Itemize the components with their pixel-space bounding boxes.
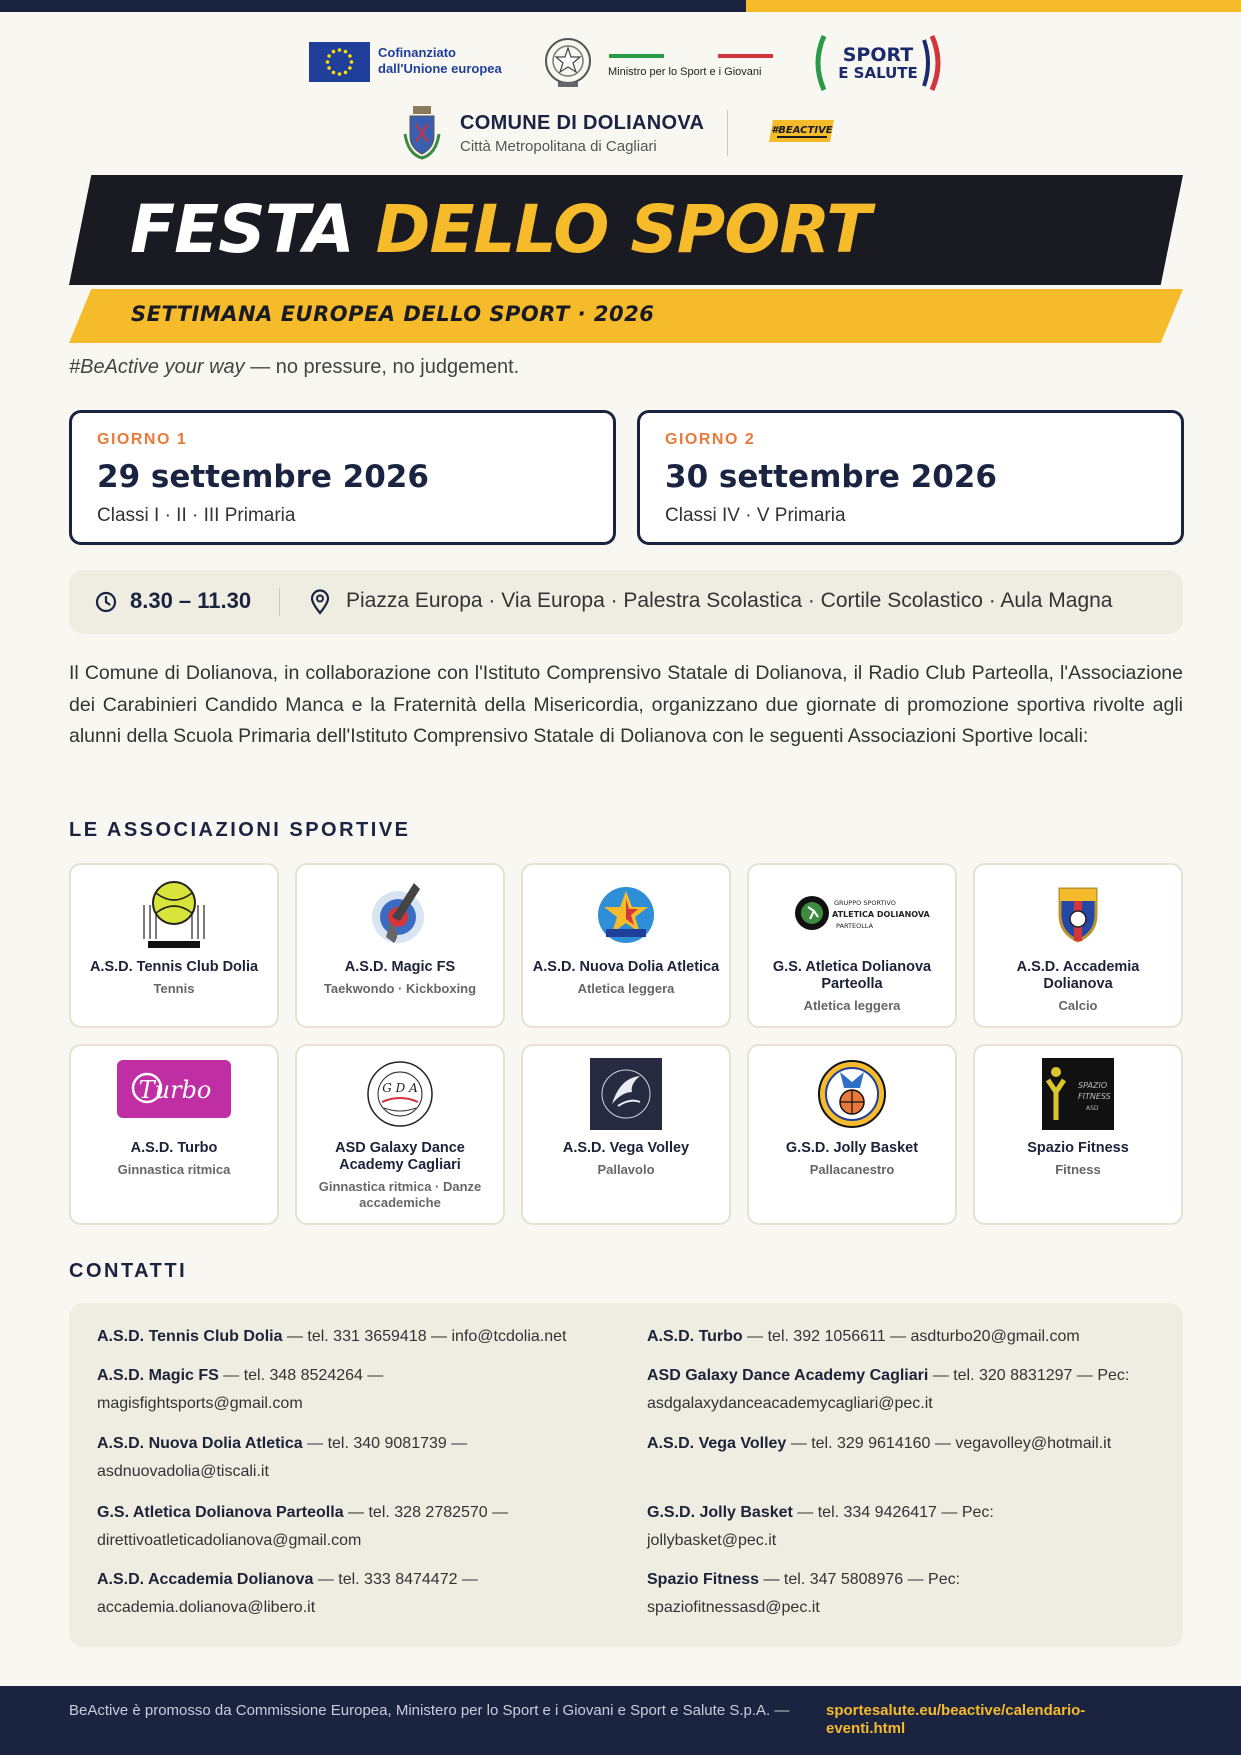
page-title: [130, 190, 870, 270]
association-name: [305, 959, 495, 997]
contact-details: — tel. 329 9614160 — vegavolley@hotmail.it: [786, 1435, 1112, 1452]
fitness-figure-icon: [1042, 1058, 1114, 1135]
contact-entry: [97, 1430, 537, 1486]
association-name: [531, 1140, 721, 1178]
association-card: [973, 1044, 1183, 1225]
association-sport: Fitness: [1055, 1162, 1101, 1177]
contact-details: — tel. 328 2782570 — direttivoatleticadolianova@gmail.com: [97, 1504, 509, 1549]
contact-entry: [97, 1566, 537, 1622]
contact-name: G.S.D. Jolly Basket: [647, 1504, 793, 1521]
football-shield-icon: [1042, 877, 1114, 954]
page-subtitle: SETTIMANA EUROPEA DELLO SPORT · 2026: [131, 302, 655, 326]
contact-name: Spazio Fitness: [647, 1571, 760, 1588]
comune-name: COMUNE DI DOLIANOVA: [460, 112, 705, 134]
association-card: [747, 1044, 957, 1225]
association-card: [747, 863, 957, 1028]
contact-details: — tel. 334 9426417 — Pec: jollybasket@pec.it: [647, 1504, 994, 1549]
association-sport: Ginnastica ritmica · Danze accademiche: [318, 1179, 482, 1210]
day-label: GIORNO 1: [97, 431, 188, 448]
svg-text:SPAZIO: SPAZIO: [1078, 1081, 1108, 1090]
comune-crest-icon: [402, 104, 442, 160]
event-time: 8.30 – 11.30: [130, 588, 252, 613]
contact-name: A.S.D. Vega Volley: [647, 1435, 787, 1452]
contact-entry: [97, 1499, 557, 1555]
association-name: [757, 959, 947, 1014]
association-name: [757, 1140, 947, 1178]
runner-badge-icon: [794, 877, 930, 954]
association-sport: Pallavolo: [597, 1162, 655, 1177]
association-card: [521, 863, 731, 1028]
beactive-badge: [769, 118, 834, 144]
day-card-1: [69, 410, 616, 545]
footer-credits: BeActive è promosso da Commissione Europea, Ministero per lo Sport e i Giovani e Sport e Salute S.p.A. —: [69, 1702, 790, 1719]
svg-text:FITNESS: FITNESS: [1078, 1092, 1111, 1101]
info-divider: [279, 588, 280, 616]
day-date: 29 settembre 2026: [97, 459, 429, 495]
contact-entry: [647, 1430, 1167, 1458]
contact-name: A.S.D. Nuova Dolia Atletica: [97, 1435, 303, 1452]
contact-name: A.S.D. Tennis Club Dolia: [97, 1328, 283, 1345]
title-white: FESTA: [130, 191, 376, 268]
contact-details: — tel. 392 1056611 — asdturbo20@gmail.com: [742, 1328, 1080, 1345]
sport-salute-line1: SPORT: [842, 44, 914, 66]
association-title: A.S.D. Magic FS: [344, 959, 456, 975]
association-sport: Atletica leggera: [577, 981, 675, 996]
association-sport: Pallacanestro: [809, 1162, 895, 1177]
day-date: 30 settembre 2026: [665, 459, 997, 495]
association-title: A.S.D. Vega Volley: [562, 1140, 690, 1156]
associations-heading: LE ASSOCIAZIONI SPORTIVE: [69, 819, 411, 841]
athletics-star-icon: [590, 877, 662, 954]
basketball-jolly-icon: [816, 1058, 888, 1135]
tagline-hashtag: #BeActive your way: [69, 356, 245, 378]
association-sport: Calcio: [1058, 998, 1098, 1013]
svg-text:G D A: G D A: [382, 1081, 418, 1095]
association-title: ASD Galaxy Dance Academy Cagliari: [335, 1140, 465, 1173]
day-classes: Classi IV · V Primaria: [665, 505, 846, 526]
contact-details: — tel. 347 5808976 — Pec: spaziofitnessasd@pec.it: [647, 1571, 961, 1616]
comune-subtitle: Città Metropolitana di Cagliari: [460, 138, 657, 155]
svg-text:GRUPPO SPORTIVO: GRUPPO SPORTIVO: [834, 899, 896, 907]
association-name: [983, 959, 1173, 1014]
footer-link[interactable]: sportesalute.eu/beactive/calendario-eventi.html: [826, 1702, 1086, 1737]
tennis-ball-icon: [136, 877, 212, 954]
association-card: [69, 1044, 279, 1225]
association-sport: Taekwondo · Kickboxing: [323, 981, 477, 996]
italian-flag-lines: [609, 54, 773, 58]
association-title: G.S. Atletica Dolianova Parteolla: [772, 959, 932, 992]
eu-line-2: dall'Unione europea: [378, 61, 502, 76]
contact-name: A.S.D. Turbo: [647, 1328, 743, 1345]
contacts-panel: [69, 1303, 1183, 1647]
association-sport: Tennis: [153, 981, 195, 996]
svg-text:ATLETICA DOLIANOVA: ATLETICA DOLIANOVA: [832, 910, 930, 919]
day-label: GIORNO 2: [665, 431, 756, 448]
sport-salute-line2: E SALUTE: [838, 64, 918, 82]
contact-name: A.S.D. Accademia Dolianova: [97, 1571, 314, 1588]
contact-details: — tel. 340 9081739 — asdnuovadolia@tiscali.it: [97, 1435, 468, 1480]
location-pin-icon: [310, 589, 330, 615]
association-title: A.S.D. Tennis Club Dolia: [89, 959, 259, 975]
association-name: [79, 1140, 269, 1178]
association-card: [295, 863, 505, 1028]
svg-text:ASD: ASD: [1086, 1105, 1099, 1112]
association-name: [983, 1140, 1173, 1178]
day-card-2: [637, 410, 1184, 545]
volley-wing-icon: [590, 1058, 662, 1135]
contact-details: — tel. 333 8474472 — accademia.dolianova@libero.it: [97, 1571, 478, 1616]
association-title: A.S.D. Turbo: [130, 1140, 218, 1156]
beactive-text: #BEACTIVE: [771, 125, 833, 136]
dance-seal-icon: [362, 1058, 438, 1135]
association-sport: Ginnastica ritmica: [117, 1162, 231, 1177]
contact-entry: [647, 1323, 1167, 1351]
martial-arts-icon: [364, 877, 436, 954]
association-card: [973, 863, 1183, 1028]
association-name: [531, 959, 721, 997]
contact-entry: [647, 1362, 1147, 1418]
contact-details: — tel. 348 8524264 — magisfightsports@gmail.com: [97, 1367, 384, 1412]
turbo-logo-icon: [117, 1058, 231, 1125]
contact-entry: [647, 1499, 1047, 1555]
association-card: [521, 1044, 731, 1225]
top-color-bar: [0, 0, 1241, 12]
association-title: A.S.D. Accademia Dolianova: [1016, 959, 1140, 992]
association-card: [69, 863, 279, 1028]
contact-details: — tel. 320 8831297 — Pec: asdgalaxydanceacademycagliari@pec.it: [647, 1367, 1130, 1412]
footer: [0, 1686, 1241, 1755]
partner-logos: [0, 30, 1241, 96]
sport-e-salute-logo: [810, 30, 946, 96]
association-title: Spazio Fitness: [1027, 1140, 1129, 1156]
contact-details: — tel. 331 3659418 — info@tcdolia.net: [282, 1328, 567, 1345]
italian-emblem-icon: [542, 34, 594, 92]
contact-name: A.S.D. Magic FS: [97, 1367, 219, 1384]
association-name: [305, 1140, 495, 1211]
association-name: [79, 959, 269, 997]
contact-name: G.S. Atletica Dolianova Parteolla: [97, 1504, 344, 1521]
top-bar-yellow: [746, 0, 1241, 12]
header-divider: [727, 110, 728, 156]
contact-entry: [647, 1566, 1047, 1622]
comune-header: [0, 104, 1241, 164]
svg-text:PARTEOLLA: PARTEOLLA: [836, 922, 874, 930]
association-title: G.S.D. Jolly Basket: [785, 1140, 919, 1156]
eu-cofunding-text: [378, 45, 502, 77]
time-location-bar: [69, 570, 1183, 634]
contact-entry: [97, 1362, 537, 1418]
eu-flag-icon: [309, 42, 370, 82]
association-sport: Atletica leggera: [803, 998, 901, 1013]
turbo-logo-text: Turbo: [138, 1076, 212, 1104]
intro-paragraph: Il Comune di Dolianova, in collaborazione con l'Istituto Comprensivo Statale di Dolianova, il Radio Club Parteolla, l'Associazione dei Carabinieri Candido Manca e la Fraternità della Misericordia, organizzano due giornate di promozione sportiva rivolte agli alunni della Scuola Primaria dell'Istituto Comprensivo Statale di Dolianova con le seguenti Associazioni Sportive locali:: [69, 662, 1183, 747]
event-locations: Piazza Europa · Via Europa · Palestra Scolastica · Cortile Scolastico · Aula Magna: [346, 589, 1113, 612]
contacts-heading: CONTATTI: [69, 1260, 188, 1282]
top-bar-navy: [0, 0, 746, 12]
contact-name: ASD Galaxy Dance Academy Cagliari: [647, 1367, 929, 1384]
contact-entry: [97, 1323, 617, 1351]
association-card: [295, 1044, 505, 1225]
association-title: A.S.D. Nuova Dolia Atletica: [532, 959, 720, 975]
ministry-name: Ministro per lo Sport e i Giovani: [608, 66, 762, 78]
tagline: [69, 356, 519, 379]
eu-line-1: Cofinanziato: [378, 45, 456, 60]
title-yellow: DELLO SPORT: [375, 191, 871, 268]
tagline-rest: — no pressure, no judgement.: [244, 356, 520, 378]
clock-icon: [95, 591, 117, 613]
day-classes: Classi I · II · III Primaria: [97, 505, 296, 526]
